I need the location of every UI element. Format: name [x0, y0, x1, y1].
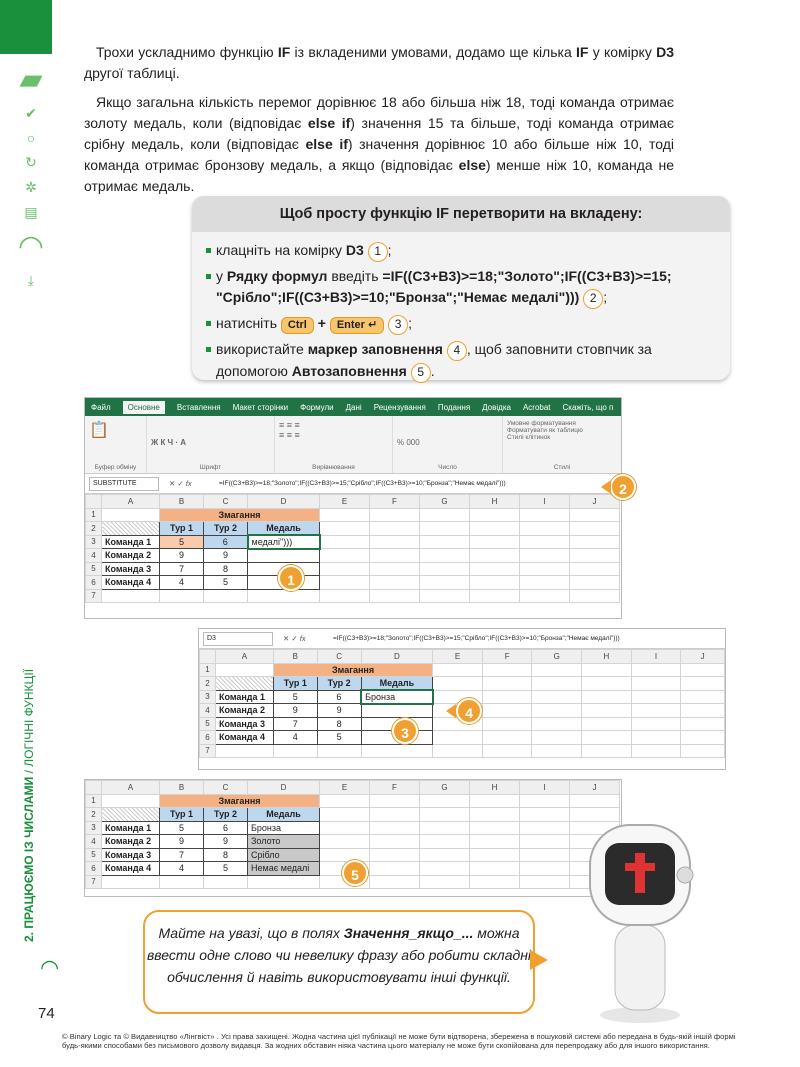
tell-me-search[interactable]: Скажіть, що п [562, 402, 614, 412]
copyright-footer: © Binary Logic та © Видавництво «Лінгвіст» . Усі права захищені. Жодна частина цієї публікації не може бути відтворена, збережена в пошуковій системі або передана в будь-якій іншій формі будь-якими способами без письмового дозволу видавця. За жодних обставин ніяка частина цього матеріалу не може бути скопійована для перепродажу або для іншого використання. [62, 1032, 736, 1050]
spreadsheet-grid: A B C D E F G H I J 1 Змагання 2 Тур 1 Тур 2 Медаль 3 Команда 1 5 6 Бронза 4 Команда 2 9 9 Золото 5 Команда 3 7 8 Срібло 6 Команда 4 4 5 Немає медалі 7 [85, 780, 620, 889]
medal-cell[interactable]: Золото [248, 835, 320, 849]
download-icon: ⤓ [27, 272, 35, 288]
ctrl-key: Ctrl [281, 317, 314, 334]
step-2: у Рядку формул введіть =IF((C3+B3)>=18;"Золото";IF((C3+B3)>=15; "Срібло";IF((C3+B3)>=10;"Бронза";"Немає медалі"))) 2 ; [206, 266, 716, 309]
styles-group[interactable]: Умовне форматування Форматувати як таблицю Стилі клітинок Стилі [503, 416, 621, 473]
format-as-table[interactable]: Форматувати як таблицю [507, 427, 583, 434]
medal-cell[interactable]: Срібло [248, 848, 320, 862]
ribbon-tabs [85, 398, 621, 416]
page-number: 74 [38, 1005, 55, 1022]
tab-acrobat[interactable]: Acrobat [522, 402, 551, 412]
side-icons [14, 62, 48, 297]
robot-illustration [585, 805, 695, 1025]
tab-insert[interactable]: Вставлення [176, 402, 221, 412]
tab-help[interactable]: Довідка [482, 402, 511, 412]
step-number: 1 [368, 242, 388, 262]
cell-styles[interactable]: Стилі клітинок [507, 434, 551, 441]
medal-cell[interactable]: Немає медалі [248, 862, 320, 876]
font-group[interactable]: Ж К Ч · A Шрифт [147, 416, 275, 473]
clipboard-group[interactable]: 📋 Буфер обміну [85, 416, 147, 473]
tab-page-layout[interactable]: Макет сторінки [232, 402, 289, 412]
paragraph-2: Якщо загальна кількість перемог дорівнює 18 або більша ніж 18, тоді команда отримає золоту медаль, коли (відповідає else if) значення 15 та більше, тоді команда отримає срібну медаль, коли (відповідає else if) значення дорівнює 10 або більше ніж 10, тоді команда отримає бронзову медаль, а якщо (відповідає else) менше ніж 10, команда не отримає медаль. [84, 94, 675, 194]
cell-d3[interactable]: Бронза [361, 690, 433, 704]
step-number: 3 [388, 315, 408, 335]
document-icon: ▤ [24, 204, 38, 220]
tab-file[interactable]: Файл [91, 402, 111, 412]
spreadsheet-grid: A B C D E F G H I J 1 Змагання 2 Тур 1 Тур 2 Медаль 3 Команда 1 5 6 Бронза 4 Команда 2 9 9 5 Команда 3 7 8 6 Команда 4 4 5 7 [199, 649, 725, 758]
callout-arrow [446, 704, 456, 718]
refresh-icon: ↻ [25, 154, 37, 170]
callout-2: 2 [610, 474, 636, 500]
step-1: клацніть на комірку D3 1 ; [206, 240, 716, 262]
howto-title: Щоб просту функцію IF перетворити на вкладену: [192, 196, 730, 232]
cell-d3[interactable]: медалі"))) [248, 535, 320, 549]
tab-view[interactable]: Подання [437, 402, 471, 412]
tab-formulas[interactable]: Формули [300, 402, 334, 412]
ribbon [85, 416, 621, 474]
enter-key: Enter ↵ [330, 317, 384, 334]
callout-5: 5 [342, 860, 368, 886]
paste-icon[interactable]: 📋 [89, 422, 109, 439]
spreadsheet-grid: A B C D E F G H I J 1 Змагання 2 Тур 1 Тур 2 Медаль 3 Команда 1 5 6 медалі"))) 4 Команда 2 9 9 5 Команда 3 7 8 6 Команда 4 4 5 7 [85, 494, 620, 603]
name-box[interactable]: D3 [203, 632, 273, 646]
medal-cell[interactable]: Бронза [248, 821, 320, 835]
callout-arrow [601, 480, 611, 494]
callout-4: 4 [456, 698, 482, 724]
wifi-icon: ◠ [17, 230, 45, 263]
step-number: 2 [583, 289, 603, 309]
tab-data[interactable]: Дані [345, 402, 362, 412]
wifi-icon: ◠ [40, 955, 60, 980]
number-group[interactable]: % 000 Число [393, 416, 503, 473]
tab-home[interactable]: Основне [123, 401, 165, 414]
checkmark-icon: ✔ [25, 105, 37, 121]
conditional-formatting[interactable]: Умовне форматування [507, 420, 576, 427]
formula-bar [199, 629, 725, 649]
formula-input[interactable]: =IF((C3+B3)>=18;"Золото";IF((C3+B3)>=15;"Срібло";IF((C3+B3)>=10;"Бронза";"Немає медалі"))) [333, 635, 620, 642]
excel-screenshot-1 [84, 397, 622, 619]
fx-label: ✕ ✓ fx [169, 479, 192, 488]
bulb-icon: ○ [26, 130, 36, 146]
name-box[interactable]: SUBSTITUTE [89, 477, 159, 491]
fx-label: ✕ ✓ fx [283, 634, 306, 643]
callout-1: 1 [278, 565, 304, 591]
howto-box [192, 196, 730, 380]
callout-3: 3 [392, 718, 418, 744]
step-4: використайте маркер заповнення 4 , щоб заповнити стовпчик за допомогою Автозаповнення 5 . [206, 339, 716, 383]
note-bubble: Майте на увазі, що в полях Значення_якщо_... можна ввести одне слово чи невелику фразу або робити складні обчислення й навіть використовувати інші функції. [143, 910, 535, 1014]
table-header: Змагання [160, 508, 320, 522]
alignment-group[interactable]: ≡ ≡ ≡ ≡ ≡ ≡ Вирівнювання [275, 416, 393, 473]
formula-bar [85, 474, 621, 494]
chapter-title: 2. ПРАЦЮЄМО ІЗ ЧИСЛАМИ / ЛОГІЧНІ ФУНКЦІЇ [22, 668, 36, 942]
gear-icon: ✲ [25, 179, 37, 195]
folder-icon: ▰ [19, 63, 43, 96]
note-tail [530, 950, 548, 970]
step-3: натисніть Ctrl + Enter ↵ 3 ; [206, 313, 716, 335]
chapter-tab [0, 0, 52, 54]
step-number: 4 [447, 341, 467, 361]
paragraph-1: Трохи ускладнимо функцію IF із вкладеними умовами, додамо ще кілька IF у комірку D3 другої таблиці. [84, 44, 675, 81]
tab-review[interactable]: Рецензування [373, 402, 426, 412]
formula-input[interactable]: =IF((C3+B3)>=18;"Золото";IF((C3+B3)>=15;"Срібло";IF((C3+B3)>=10;"Бронза";"Немає медалі"))) [219, 480, 506, 487]
step-number: 5 [411, 363, 431, 383]
